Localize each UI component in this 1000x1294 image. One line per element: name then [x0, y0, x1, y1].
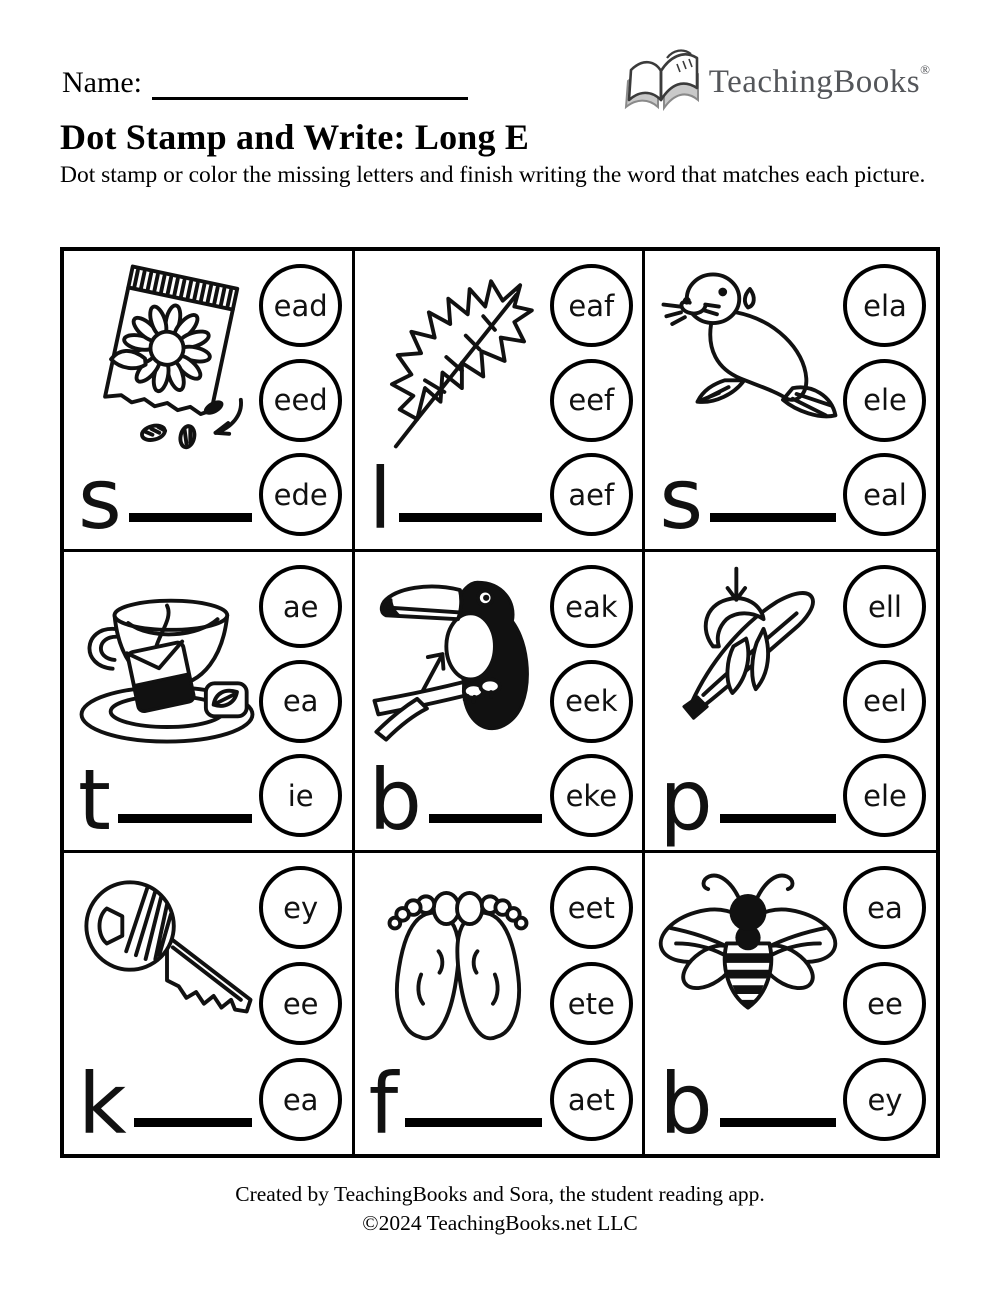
write-line[interactable]	[118, 814, 252, 823]
option-circles	[547, 866, 635, 1141]
cell-tea	[64, 552, 355, 853]
word-prefix: s	[78, 449, 122, 548]
letter-option[interactable]: eed	[259, 359, 342, 442]
worksheet-grid	[60, 247, 940, 1158]
option-circles	[841, 264, 929, 536]
word-area	[659, 750, 836, 849]
letter-option[interactable]: eke	[550, 754, 633, 837]
write-line[interactable]	[429, 814, 542, 823]
letter-option[interactable]: eal	[843, 453, 926, 536]
option-circles	[841, 866, 929, 1141]
word-prefix: t	[78, 750, 111, 849]
letter-option[interactable]: ell	[843, 565, 926, 648]
letter-option[interactable]: aef	[550, 453, 633, 536]
letter-option[interactable]: ee	[259, 962, 342, 1045]
seed-packet-picture	[68, 256, 266, 460]
write-line[interactable]	[129, 513, 252, 522]
cell-feet	[355, 853, 646, 1154]
word-area	[78, 449, 252, 548]
letter-option[interactable]: ete	[550, 962, 633, 1045]
letter-option[interactable]: ea	[259, 1058, 342, 1141]
option-circles	[547, 565, 635, 837]
name-write-line[interactable]	[152, 69, 468, 100]
logo-wordmark: TeachingBooks®	[708, 61, 930, 100]
write-line[interactable]	[720, 814, 836, 823]
footer	[0, 1180, 1000, 1238]
letter-option[interactable]: ele	[843, 359, 926, 442]
option-circles	[547, 264, 635, 536]
footer-copyright: ©2024 TeachingBooks.net LLC	[362, 1211, 638, 1236]
cell-seal	[645, 251, 936, 552]
letter-option[interactable]: ey	[843, 1058, 926, 1141]
feet-picture	[359, 858, 557, 1062]
word-prefix: f	[368, 1054, 399, 1153]
cell-peel	[645, 552, 936, 853]
word-prefix: b	[368, 750, 422, 849]
cell-leaf	[355, 251, 646, 552]
cell-seeds	[64, 251, 355, 552]
name-row	[62, 66, 468, 100]
letter-option[interactable]: ea	[259, 660, 342, 743]
letter-option[interactable]: eak	[550, 565, 633, 648]
word-prefix: k	[78, 1054, 127, 1153]
write-line[interactable]	[399, 513, 542, 522]
bee-picture	[649, 858, 847, 1062]
banana-peel-picture	[649, 557, 847, 761]
word-area	[368, 449, 543, 548]
option-circles	[841, 565, 929, 837]
oak-leaf-picture	[359, 256, 557, 460]
write-line[interactable]	[134, 1118, 252, 1127]
letter-option[interactable]: ede	[259, 453, 342, 536]
cell-key	[64, 853, 355, 1154]
open-book-icon	[621, 46, 705, 116]
letter-option[interactable]: eek	[550, 660, 633, 743]
key-picture	[68, 858, 266, 1062]
word-area	[659, 1054, 836, 1153]
write-line[interactable]	[405, 1118, 542, 1127]
word-area	[78, 750, 252, 849]
word-area	[78, 1054, 252, 1153]
letter-option[interactable]: eef	[550, 359, 633, 442]
letter-option[interactable]: aet	[550, 1058, 633, 1141]
letter-option[interactable]: ae	[259, 565, 342, 648]
letter-option[interactable]: ela	[843, 264, 926, 347]
toucan-beak-picture	[359, 557, 557, 761]
footer-credit: Created by TeachingBooks and Sora, the student reading app.	[235, 1182, 765, 1206]
letter-option[interactable]: ee	[843, 962, 926, 1045]
write-line[interactable]	[720, 1118, 836, 1127]
letter-option[interactable]: ele	[843, 754, 926, 837]
letter-option[interactable]: ey	[259, 866, 342, 949]
word-prefix: p	[659, 750, 713, 849]
letter-option[interactable]: eel	[843, 660, 926, 743]
word-prefix: b	[659, 1054, 713, 1153]
word-area	[368, 750, 543, 849]
word-prefix: s	[659, 449, 704, 548]
seal-picture	[649, 256, 847, 460]
letter-option[interactable]: ie	[259, 754, 342, 837]
cell-beak	[355, 552, 646, 853]
option-circles	[257, 264, 345, 536]
teacup-picture	[68, 557, 266, 761]
option-circles	[257, 565, 345, 837]
name-label: Name:	[62, 66, 142, 99]
teachingbooks-logo	[621, 46, 930, 116]
instructions-text: Dot stamp or color the missing letters and finish writing the word that matches each picture.	[60, 162, 926, 188]
cell-bee	[645, 853, 936, 1154]
letter-option[interactable]: ea	[843, 866, 926, 949]
write-line[interactable]	[710, 513, 836, 522]
option-circles	[257, 866, 345, 1141]
letter-option[interactable]: eaf	[550, 264, 633, 347]
letter-option[interactable]: ead	[259, 264, 342, 347]
word-area	[368, 1054, 543, 1153]
letter-option[interactable]: eet	[550, 866, 633, 949]
page-title: Dot Stamp and Write: Long E	[60, 117, 530, 157]
word-prefix: l	[368, 449, 392, 548]
word-area	[659, 449, 836, 548]
